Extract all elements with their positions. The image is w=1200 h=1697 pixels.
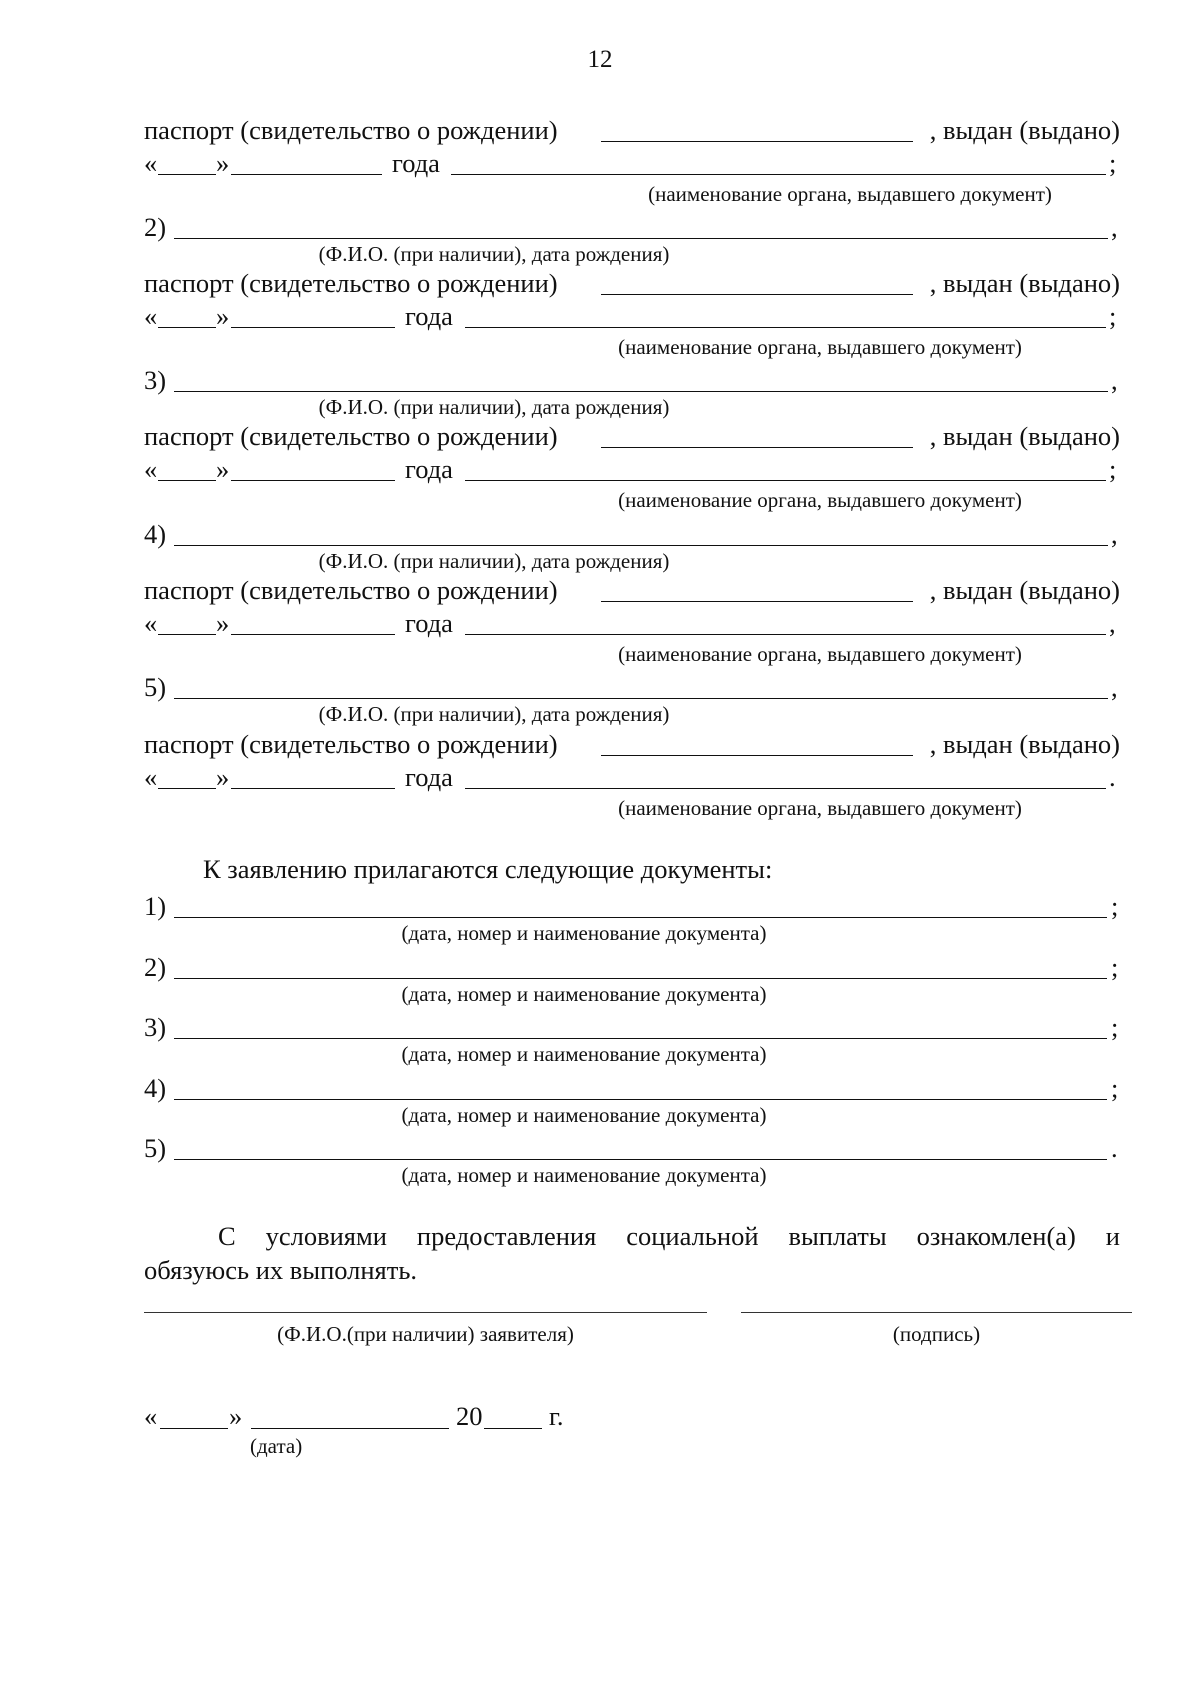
issue-day-field[interactable]	[158, 788, 216, 789]
issue-month-field[interactable]	[231, 634, 395, 635]
applicant-fio-caption: (Ф.И.О.(при наличии) заявителя)	[277, 1322, 574, 1346]
issue-line-end: .	[1109, 762, 1116, 792]
person-fio-caption: (Ф.И.О. (при наличии), дата рождения)	[318, 702, 670, 726]
date-caption: (дата)	[250, 1434, 303, 1458]
document-number: 1)	[144, 891, 167, 921]
issue-year-label: года	[405, 762, 453, 792]
issuing-organ-field[interactable]	[465, 634, 1106, 635]
issued-label: , выдан (выдано)	[929, 268, 1120, 298]
passport-label: паспорт (свидетельство о рождении)	[144, 421, 558, 451]
issue-line-end: ;	[1109, 454, 1117, 484]
document-caption: (дата, номер и наименование документа)	[401, 1102, 767, 1127]
issuing-organ-field[interactable]	[465, 788, 1106, 789]
issuing-organ-field[interactable]	[451, 174, 1106, 175]
issue-quote-close: »	[216, 762, 230, 792]
issuing-organ-caption: (наименование органа, выдавшего документ)	[618, 488, 1022, 512]
passport-label: паспорт (свидетельство о рождении)	[144, 115, 558, 145]
date-quote-close: »	[229, 1401, 243, 1431]
person-fio-field[interactable]	[174, 545, 1108, 546]
issued-label: , выдан (выдано)	[929, 421, 1120, 451]
issue-year-label: года	[405, 454, 453, 484]
document-field[interactable]	[174, 978, 1107, 979]
issuing-organ-caption: (наименование органа, выдавшего документ)	[618, 642, 1022, 666]
person-fio-field[interactable]	[174, 698, 1108, 699]
date-year-field[interactable]	[484, 1428, 542, 1429]
passport-number-field[interactable]	[601, 141, 913, 142]
person-fio-comma: ,	[1111, 365, 1118, 395]
person-fio-comma: ,	[1111, 519, 1118, 549]
date-month-field[interactable]	[251, 1428, 449, 1429]
issue-day-field[interactable]	[158, 634, 216, 635]
issue-month-field[interactable]	[231, 174, 382, 175]
signature-field[interactable]	[741, 1312, 1132, 1313]
issue-month-field[interactable]	[231, 480, 395, 481]
person-number: 3)	[144, 365, 167, 395]
issue-day-field[interactable]	[158, 174, 216, 175]
issuing-organ-caption: (наименование органа, выдавшего документ)	[648, 182, 1052, 206]
person-fio-caption: (Ф.И.О. (при наличии), дата рождения)	[318, 549, 670, 573]
date-century: 20	[456, 1401, 483, 1431]
issue-quote-close: »	[216, 454, 230, 484]
issue-quote-open: «	[144, 301, 158, 331]
passport-number-field[interactable]	[601, 755, 913, 756]
passport-number-field[interactable]	[601, 447, 913, 448]
person-number: 2)	[144, 212, 167, 242]
issue-quote-close: »	[216, 148, 230, 178]
issue-day-field[interactable]	[158, 480, 216, 481]
issue-day-field[interactable]	[158, 327, 216, 328]
issue-quote-close: »	[216, 301, 230, 331]
signature-caption: (подпись)	[892, 1322, 981, 1346]
agreement-line-1: С условиями предоставления социальной выплаты ознакомлен(а) и	[218, 1221, 1120, 1251]
date-quote-open: «	[144, 1401, 158, 1431]
issuing-organ-field[interactable]	[465, 480, 1106, 481]
passport-label: паспорт (свидетельство о рождении)	[144, 575, 558, 605]
person-fio-field[interactable]	[174, 238, 1108, 239]
agreement-line-2: обязуюсь их выполнять.	[144, 1255, 418, 1285]
date-day-field[interactable]	[160, 1428, 228, 1429]
document-caption: (дата, номер и наименование документа)	[401, 1042, 767, 1066]
issue-year-label: года	[392, 148, 440, 178]
person-fio-comma: ,	[1111, 212, 1118, 242]
issued-label: , выдан (выдано)	[929, 115, 1120, 145]
person-number: 4)	[144, 519, 167, 549]
document-caption: (дата, номер и наименование документа)	[401, 1163, 767, 1187]
document-field[interactable]	[174, 1159, 1107, 1160]
issue-year-label: года	[405, 301, 453, 331]
person-fio-comma: ,	[1111, 672, 1118, 702]
applicant-fio-field[interactable]	[144, 1312, 707, 1313]
passport-label: паспорт (свидетельство о рождении)	[144, 729, 558, 759]
document-line-end: ;	[1111, 1012, 1119, 1042]
page-number: 12	[587, 46, 613, 73]
issue-month-field[interactable]	[231, 788, 395, 789]
issue-month-field[interactable]	[231, 327, 395, 328]
document-number: 3)	[144, 1012, 167, 1042]
document-field[interactable]	[174, 917, 1107, 918]
person-number: 5)	[144, 672, 167, 702]
issue-line-end: ;	[1109, 301, 1117, 331]
passport-number-field[interactable]	[601, 294, 913, 295]
passport-number-field[interactable]	[601, 601, 913, 602]
document-caption: (дата, номер и наименование документа)	[401, 921, 767, 945]
issue-year-label: года	[405, 608, 453, 638]
document-number: 2)	[144, 951, 167, 982]
document-caption: (дата, номер и наименование документа)	[401, 981, 767, 1006]
document-line-end: ;	[1111, 951, 1119, 982]
issued-label: , выдан (выдано)	[929, 729, 1120, 759]
passport-label: паспорт (свидетельство о рождении)	[144, 268, 558, 298]
issue-quote-open: «	[144, 454, 158, 484]
document-line-end: ;	[1111, 891, 1119, 921]
issue-line-end: ;	[1109, 148, 1117, 178]
issuing-organ-caption: (наименование органа, выдавшего документ)	[618, 796, 1022, 820]
issue-quote-open: «	[144, 608, 158, 638]
documents-heading: К заявлению прилагаются следующие документы:	[203, 854, 773, 884]
issue-quote-open: «	[144, 762, 158, 792]
person-fio-caption: (Ф.И.О. (при наличии), дата рождения)	[318, 395, 670, 419]
issuing-organ-field[interactable]	[465, 327, 1106, 328]
document-line-end: ;	[1111, 1072, 1119, 1103]
document-number: 4)	[144, 1072, 167, 1103]
person-fio-caption: (Ф.И.О. (при наличии), дата рождения)	[318, 242, 670, 266]
issue-line-end: ,	[1109, 608, 1116, 638]
document-line-end: .	[1111, 1133, 1118, 1163]
date-year-suffix: г.	[549, 1401, 564, 1431]
document-field[interactable]	[174, 1038, 1107, 1039]
issued-label: , выдан (выдано)	[929, 575, 1120, 605]
document-number: 5)	[144, 1133, 167, 1163]
person-fio-field[interactable]	[174, 391, 1108, 392]
issue-quote-close: »	[216, 608, 230, 638]
issue-quote-open: «	[144, 148, 158, 178]
document-field[interactable]	[174, 1099, 1107, 1100]
issuing-organ-caption: (наименование органа, выдавшего документ)	[618, 335, 1022, 359]
